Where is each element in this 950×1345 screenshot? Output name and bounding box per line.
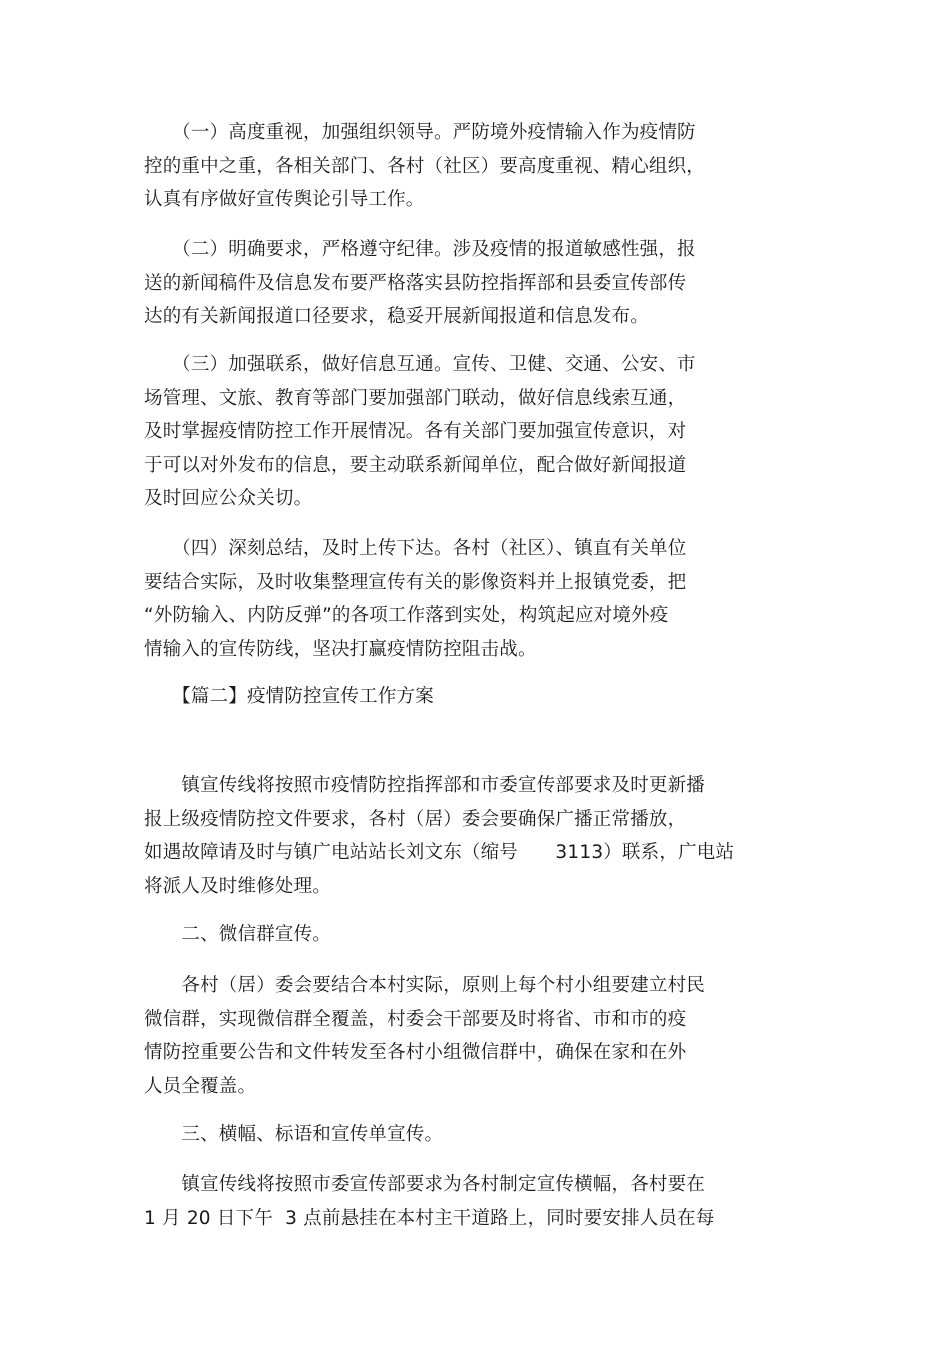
text-line: 情输入的宣传防线，坚决打赢疫情防控阻击战。 (144, 638, 537, 660)
paragraph-section-4 (144, 532, 784, 666)
text-line: 镇宣传线将按照市委宣传部要求为各村制定宣传横幅，各村要在 (144, 1174, 706, 1195)
text-line: 三、横幅、标语和宣传单宣传。 (144, 1124, 444, 1145)
paragraph-wechat (144, 969, 784, 1103)
paragraph-broadcast (144, 769, 784, 903)
text-line: 送的新闻稿件及信息发布要严格落实县防控指挥部和县委宣传部传 (144, 272, 687, 294)
paragraph-banner (144, 1168, 784, 1235)
text-line: 1 月 20 日下午 3 点前悬挂在本村主干道路上，同时要安排人员在每 (144, 1207, 715, 1229)
text-line: 如遇故障请及时与镇广电站站长刘文东（缩号 3113）联系，广电站 (144, 842, 735, 864)
text-line: （二）明确要求，严格遵守纪律。涉及疫情的报道敏感性强，报 (144, 239, 696, 260)
text-line: 将派人及时维修处理。 (144, 875, 332, 897)
text-line: 【篇二】疫情防控宣传工作方案 (144, 686, 434, 707)
text-line: 要结合实际，及时收集整理宣传有关的影像资料并上报镇党委，把 (144, 571, 687, 593)
text-line: 情防控重要公告和文件转发至各村小组微信群中，确保在家和在外 (144, 1042, 687, 1064)
text-line: （三）加强联系，做好信息互通。宣传、卫健、交通、公安、市 (144, 354, 696, 375)
text-line: “外防输入、内防反弹”的各项工作落到实处，构筑起应对境外疫 (144, 605, 669, 627)
text-line: 各村（居）委会要结合本村实际，原则上每个村小组要建立村民 (144, 975, 706, 996)
text-line: 于可以对外发布的信息，要主动联系新闻单位，配合做好新闻报道 (144, 454, 687, 476)
text-line: 控的重中之重，各相关部门、各村（社区）要高度重视、精心组织， (144, 155, 706, 177)
banner-section-title (144, 1118, 784, 1152)
text-line: （一）高度重视，加强组织领导。严防境外疫情输入作为疫情防 (144, 122, 696, 143)
paragraph-section-3 (144, 348, 784, 516)
text-line: 二、微信群宣传。 (144, 924, 332, 945)
text-line: 场管理、文旅、教育等部门要加强部门联动，做好信息线索互通， (144, 387, 687, 409)
text-line: 镇宣传线将按照市疫情防控指挥部和市委宣传部要求及时更新播 (144, 775, 706, 796)
wechat-section-title (144, 918, 784, 952)
text-line: 认真有序做好宣传舆论引导工作。 (144, 189, 425, 211)
text-line: 微信群，实现微信群全覆盖，村委会干部要及时将省、市和市的疫 (144, 1008, 687, 1030)
text-line: 及时回应公众关切。 (144, 488, 313, 510)
paragraph-section-2 (144, 233, 784, 334)
text-line: 及时掌握疫情防控工作开展情况。各有关部门要加强宣传意识，对 (144, 421, 687, 443)
text-line: 达的有关新闻报道口径要求，稳妥开展新闻报道和信息发布。 (144, 306, 649, 328)
paragraph-section-1 (144, 116, 784, 217)
text-line: （四）深刻总结，及时上传下达。各村（社区）、镇直有关单位 (144, 538, 687, 559)
text-line: 报上级疫情防控文件要求，各村（居）委会要确保广播正常播放， (144, 808, 687, 830)
part-two-title (144, 680, 784, 714)
text-line: 人员全覆盖。 (144, 1075, 257, 1097)
